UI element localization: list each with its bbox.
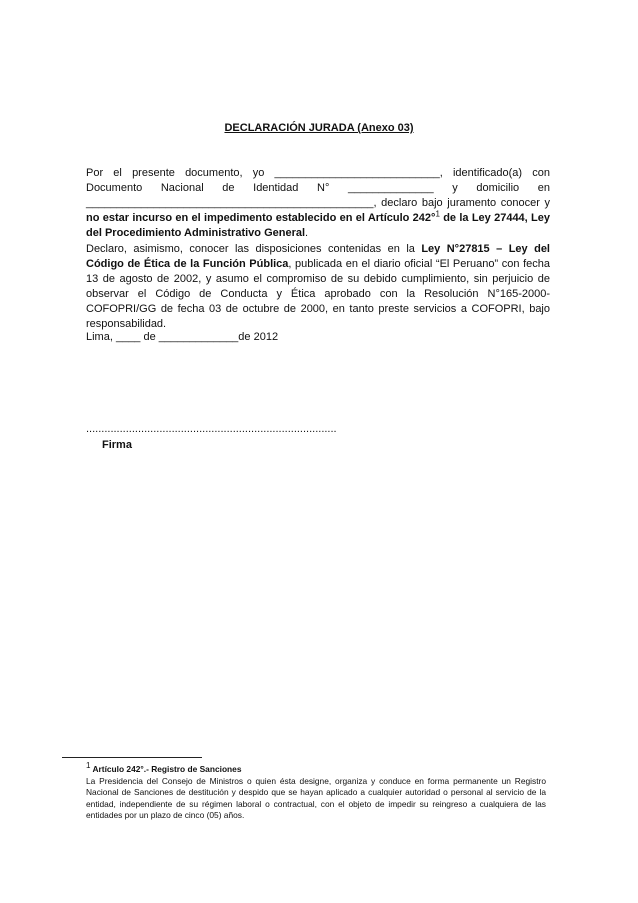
declaration-law-reference: de la Ley 27444, Ley del Procedimiento Administrativo General xyxy=(86,212,550,239)
signature-label: Firma xyxy=(102,439,132,451)
footnote xyxy=(86,761,546,822)
ethics-paragraph xyxy=(86,242,550,332)
footnote-heading-line xyxy=(86,761,546,776)
document-title: DECLARACIÓN JURADA (Anexo 03) xyxy=(224,122,414,134)
declaration-bold-text: no estar incurso en el impedimento establecido en el Artículo 242° xyxy=(86,212,436,224)
ethics-text-rest: , publicada en el diario oficial “El Peruano” con fecha 13 de agosto de 2002, y asumo el compromiso de su debido cumplimiento, sin perjuicio de observar el Código de Conducta y Ética aprobado con la Resolución N°165-2000-COFOPRI/GG de fecha 03 de octubre de 2000, en tanto preste servicios a COFOPRI, bajo responsabilidad. xyxy=(86,258,550,330)
ethics-law-title: Ley N°27815 – Ley del Código de Ética de la Función Pública xyxy=(86,243,550,270)
declaration-period: . xyxy=(305,227,309,239)
ethics-text-intro: Declaro, asimismo, conocer las disposiciones contenidas en la xyxy=(86,243,422,255)
footnote-heading: Artículo 242°.- Registro de Sanciones xyxy=(90,764,242,774)
declaration-text: Por el presente documento, yo ___________________________, identificado(a) con Documento Nacional de Identidad N° ______________ y domicilio en _______________________________________________, declaro bajo juramento conocer y xyxy=(86,167,550,209)
footnote-text: La Presidencia del Consejo de Ministros o quien ésta designe, organiza y conduce en forma permanente un Registro Nacional de Sanciones de destitución y despido que se hayan aplicado a cualquier autoridad o personal al servicio de la entidad, independiente de su régimen laboral o contractual, con el objeto de impedir su reingreso a cualquiera de las entidades por un plazo de cinco (05) años. xyxy=(86,775,546,820)
footnote-separator xyxy=(62,757,202,758)
footnote-number: 1 xyxy=(86,761,91,771)
signature-line: .................................................................................. xyxy=(86,423,337,435)
footnote-reference: 1 xyxy=(435,209,440,219)
place-date: Lima, ____ de _____________de 2012 xyxy=(86,331,279,343)
declaration-paragraph xyxy=(86,166,550,241)
